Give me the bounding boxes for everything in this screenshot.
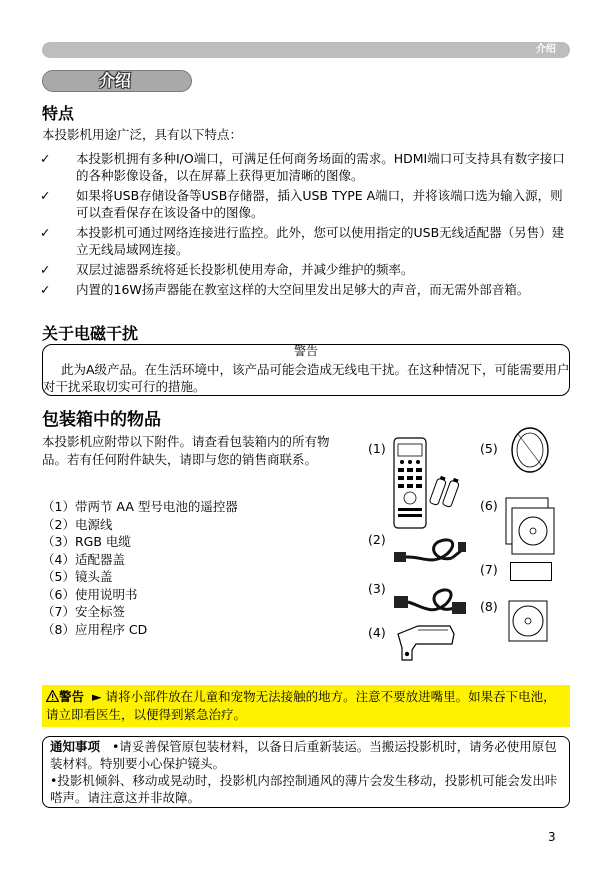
feature-text: 本投影机拥有多种I/O端口，可满足任何商务场面的需求。HDMI端口可支持具有数字接口的各种影像设备，以在屏幕上获得更加清晰的图像。: [76, 151, 565, 183]
feature-item: [40, 150, 570, 184]
list-item: （8）应用程序 CD: [42, 621, 148, 637]
choking-warning-box: [42, 685, 570, 727]
package-items-list: [42, 498, 238, 638]
warning-text: 请将小部件放在儿童和宠物无法接触的地方。注意不要放进嘴里。如果吞下电池，请立即看医生，以便得到紧急治疗。: [46, 689, 556, 722]
feature-item: [40, 224, 570, 258]
feature-item: [40, 281, 570, 298]
check-icon: ✓: [40, 151, 51, 166]
list-item: （7）安全标签: [42, 604, 125, 619]
adapter-cover-icon: [392, 620, 458, 666]
fig-label-8: (8): [480, 599, 498, 614]
check-icon: ✓: [40, 225, 51, 240]
feature-text: 内置的16W扬声器能在教室这样的大空间里发出足够大的声音，而无需外部音箱。: [76, 282, 530, 297]
list-item: （3）RGB 电缆: [42, 534, 131, 549]
fig-label-4: (4): [368, 625, 386, 640]
fig-label-6: (6): [480, 498, 498, 513]
page-number: 3: [548, 830, 556, 844]
check-icon: ✓: [40, 188, 51, 203]
features-list: [40, 150, 570, 301]
notice-text-block: [50, 738, 566, 806]
notice-box: [42, 736, 570, 808]
user-manual-icon: [504, 496, 556, 558]
fig-label-5: (5): [480, 441, 498, 456]
feature-text: 如果将USB存储设备等USB存储器，插入USB TYPE A端口，并将该端口选为输入源，则可以查看保存在该设备中的图像。: [76, 188, 563, 220]
list-item: （6）使用说明书: [42, 586, 138, 602]
feature-text: 双层过滤器系统将延长投影机使用寿命，并减少维护的频率。: [76, 262, 414, 277]
package-intro: 本投影机应附带以下附件。请查看包装箱内的所有物品。若有任何附件缺失，请即与您的销售商联系。: [42, 434, 330, 467]
remote-control-icon: [388, 436, 468, 532]
list-item: （1）带两节 AA 型号电池的遥控器: [42, 499, 238, 514]
fig-label-2: (2): [368, 532, 386, 547]
features-heading: 特点: [42, 104, 75, 123]
list-item: （5）镜头盖: [42, 569, 113, 584]
notice-label: 通知事项: [50, 739, 101, 754]
features-intro: 本投影机用途广泛，具有以下特点：: [42, 127, 243, 142]
feature-text: 本投影机可通过网络连接进行监控。此外，您可以使用指定的USB无线适配器（另售）建立无线局域网连接。: [76, 225, 565, 257]
check-icon: ✓: [40, 262, 51, 277]
warning-text-block: [46, 688, 566, 724]
safety-label-icon: [510, 562, 552, 581]
header-bar: [42, 42, 570, 58]
application-cd-icon: [508, 600, 548, 642]
notice-line-1: •请妥善保管原包装材料，以备日后重新装运。当搬运投影机时，请务必使用原包装材料。特别要小心保护镜头。: [50, 739, 557, 771]
emi-heading: 关于电磁干扰: [42, 324, 139, 343]
check-icon: ✓: [40, 282, 51, 297]
emi-box-text: 此为A级产品。在生活环境中，该产品可能会造成无线电干扰。在这种情况下，可能需要用户对干扰采取切实可行的措施。: [43, 362, 570, 394]
list-item: （4）适配器盖: [42, 551, 125, 567]
fig-label-3: (3): [368, 581, 386, 596]
package-heading: 包装箱中的物品: [42, 410, 161, 430]
lens-cap-icon: [508, 424, 552, 476]
warning-triangle-icon: [46, 690, 59, 702]
warning-arrow-icon: ►: [91, 689, 102, 704]
feature-item: [40, 261, 570, 278]
power-cord-icon: [392, 528, 468, 576]
emi-box-title: 警告: [293, 344, 318, 358]
section-title: 介绍: [99, 71, 132, 90]
fig-label-7: (7): [480, 562, 498, 577]
feature-item: [40, 187, 570, 221]
list-item: （2）电源线: [42, 516, 113, 532]
notice-line-2: •投影机倾斜、移动或晃动时，投影机内部控制通风的薄片会发生移动，投影机可能会发出咔嗒声。请注意这并非故障。: [50, 773, 558, 805]
warning-label: 警告: [59, 689, 85, 704]
emi-warning-box: [42, 344, 570, 396]
fig-label-1: (1): [368, 441, 386, 456]
header-label: 介绍: [536, 44, 556, 55]
section-title-pill: [42, 70, 192, 92]
